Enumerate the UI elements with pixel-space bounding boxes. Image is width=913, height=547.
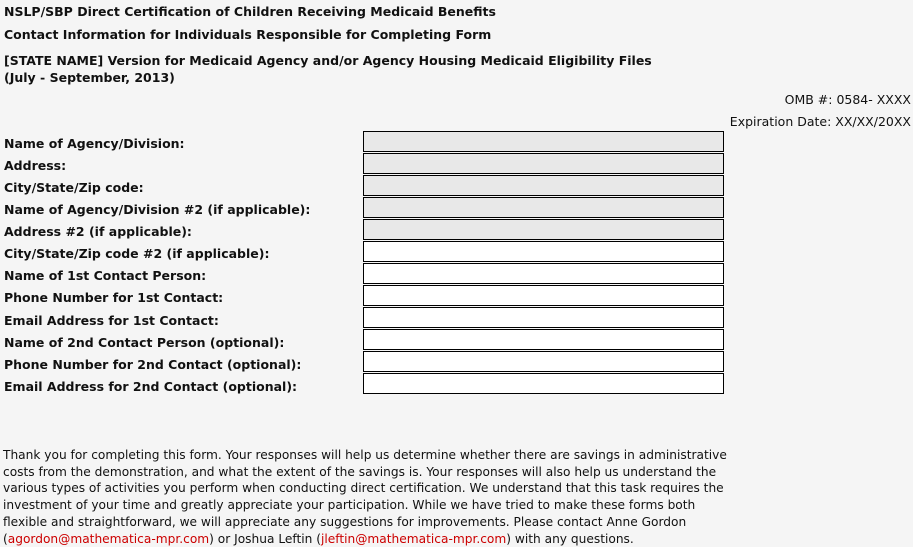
contact2-phone-field[interactable] — [363, 351, 724, 372]
address-2-field[interactable] — [363, 219, 724, 240]
field-label: Phone Number for 2nd Contact (optional): — [4, 357, 302, 372]
thank-you-text-mid: ) or Joshua Leftin ( — [209, 531, 321, 546]
contact2-email-field[interactable] — [363, 373, 724, 394]
email-link-gordon[interactable]: agordon@mathematica-mpr.com — [7, 531, 210, 546]
thank-you-text: Thank you for completing this form. Your responses will help us determine whether there are savings in administrative costs from the demonstration, and what the extent of the savings is. Your responses will also help us understand the various types of activities you perform when conducting direct certification. We understand that this task requires the investment of your time and greatly appreciate your participation. While we have tried to make these forms both flexible and straightforward, we will appreciate any suggestions for improvements. Please contact Anne Gordon ( — [3, 448, 727, 546]
agency-name-field[interactable] — [363, 131, 724, 152]
field-label: Name of Agency/Division: — [4, 136, 185, 151]
field-label: Name of Agency/Division #2 (if applicable): — [4, 202, 311, 217]
contact1-email-field[interactable] — [363, 307, 724, 328]
form-version: [STATE NAME] Version for Medicaid Agency and/or Agency Housing Medicaid Eligibility Files (July - September, 2013) — [4, 53, 652, 85]
contact1-name-field[interactable] — [363, 263, 724, 284]
city-state-zip-field[interactable] — [363, 175, 724, 196]
address-field[interactable] — [363, 153, 724, 174]
field-label: City/State/Zip code #2 (if applicable): — [4, 246, 270, 261]
email-link-leftin[interactable]: jleftin@mathematica-mpr.com — [321, 531, 507, 546]
agency-name-2-field[interactable] — [363, 197, 724, 218]
contact1-phone-field[interactable] — [363, 285, 724, 306]
field-label: Email Address for 2nd Contact (optional): — [4, 379, 298, 394]
field-label: Address #2 (if applicable): — [4, 224, 192, 239]
field-label: Email Address for 1st Contact: — [4, 313, 219, 328]
field-label: City/State/Zip code: — [4, 180, 144, 195]
contact2-name-field[interactable] — [363, 329, 724, 350]
thank-you-text-end: ) with any questions. — [506, 531, 634, 546]
form-subtitle: Contact Information for Individuals Responsible for Completing Form — [4, 27, 492, 42]
omb-number: OMB #: 0584- XXXX — [784, 92, 911, 107]
city-state-zip-2-field[interactable] — [363, 241, 724, 262]
field-label: Name of 2nd Contact Person (optional): — [4, 335, 285, 350]
field-label: Name of 1st Contact Person: — [4, 268, 207, 283]
thank-you-note — [3, 447, 728, 547]
field-label: Phone Number for 1st Contact: — [4, 290, 224, 305]
expiration-date: Expiration Date: XX/XX/20XX — [729, 114, 911, 129]
form-title: NSLP/SBP Direct Certification of Children Receiving Medicaid Benefits — [4, 4, 496, 19]
field-label: Address: — [4, 158, 67, 173]
